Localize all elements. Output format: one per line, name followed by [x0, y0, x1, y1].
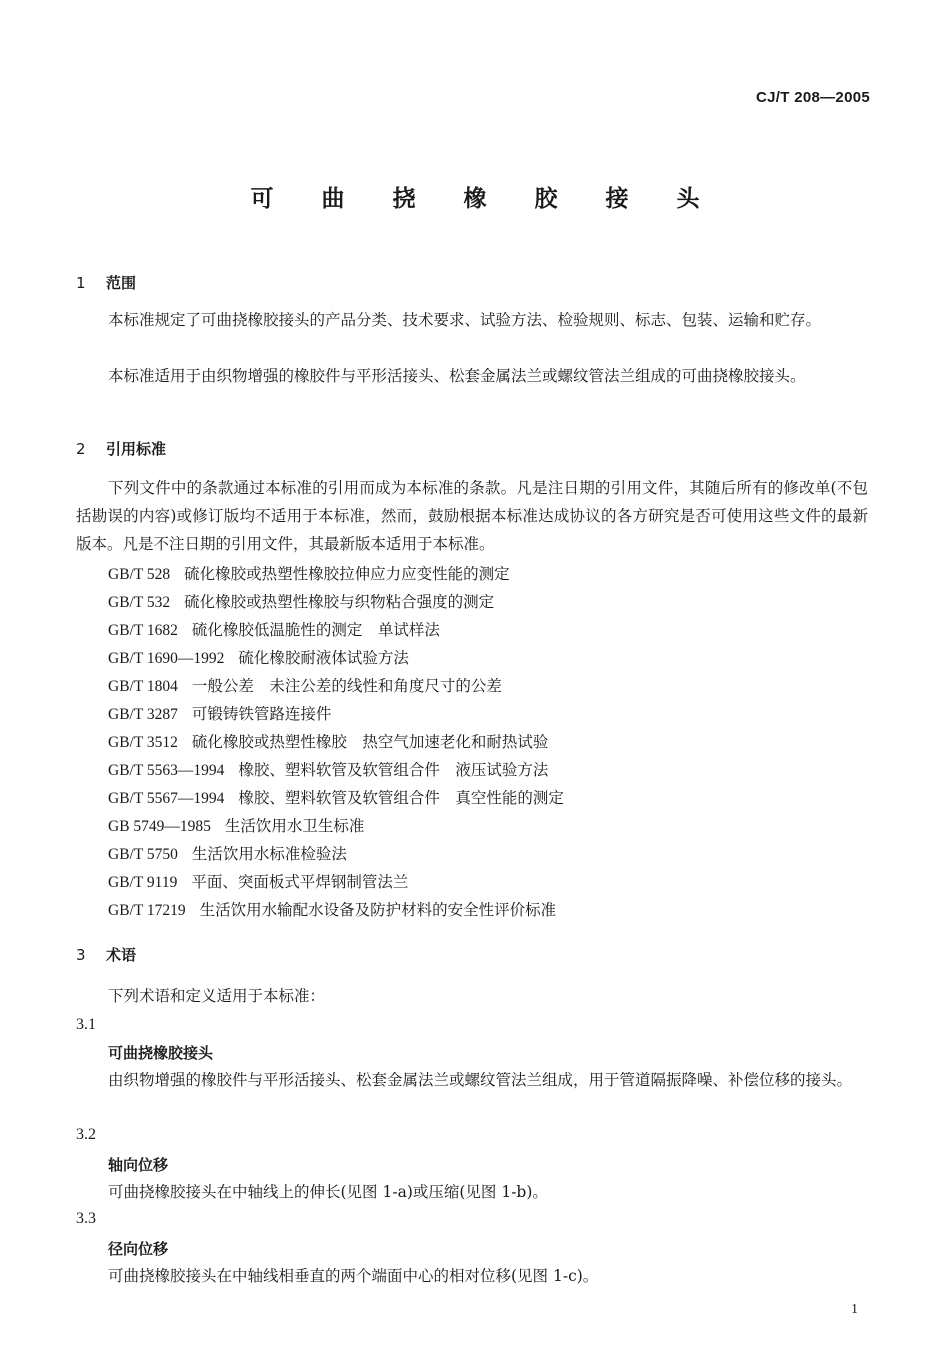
reference-title: 平面、突面板式平焊钢制管法兰 — [191, 873, 409, 891]
document-title: 可 曲 挠 橡 胶 接 头 — [250, 186, 720, 212]
reference-code: GB/T 3287 — [108, 706, 178, 723]
term-number: 3.2 — [76, 1126, 96, 1143]
reference-title: 硫化橡胶耐液体试验方法 — [238, 649, 409, 667]
reference-item — [108, 870, 408, 892]
reference-code: GB/T 3512 — [108, 734, 178, 751]
term-number: 3.1 — [76, 1016, 96, 1033]
section-number: 3 — [76, 946, 86, 964]
term-definition: 由织物增强的橡胶件与平形活接头、松套金属法兰或螺纹管法兰组成，用于管道隔振降噪、补偿位移的接头。 — [108, 1071, 853, 1089]
reference-title: 硫化橡胶或热塑性橡胶与织物粘合强度的测定 — [184, 593, 495, 611]
term-definition: 可曲挠橡胶接头在中轴线相垂直的两个端面中心的相对位移(见图 1-c)。 — [108, 1267, 599, 1285]
reference-title: 生活饮用水标准检验法 — [191, 845, 347, 863]
reference-title: 可锻铸铁管路连接件 — [191, 705, 332, 723]
reference-code: GB/T 528 — [108, 566, 171, 583]
term-name: 轴向位移 — [108, 1156, 169, 1174]
section-number: 2 — [76, 440, 86, 458]
reference-code: GB/T 1682 — [108, 622, 178, 639]
reference-title: 硫化橡胶低温脆性的测定 单试样法 — [191, 621, 440, 639]
reference-code: GB/T 532 — [108, 594, 171, 611]
page-number: 1 — [851, 1302, 858, 1317]
reference-code: GB/T 1804 — [108, 678, 178, 695]
reference-item — [108, 646, 409, 668]
section-number: 1 — [76, 274, 86, 292]
reference-code: GB 5749—1985 — [108, 818, 211, 835]
reference-item — [108, 730, 548, 752]
reference-code: GB/T 5563—1994 — [108, 762, 225, 779]
reference-title: 橡胶、塑料软管及软管组合件 液压试验方法 — [238, 761, 549, 779]
section-1-heading — [76, 272, 136, 293]
reference-item — [108, 590, 494, 612]
standard-number: CJ/T 208—2005 — [756, 89, 870, 106]
reference-item — [108, 618, 440, 640]
reference-title: 硫化橡胶或热塑性橡胶 热空气加速老化和耐热试验 — [191, 733, 549, 751]
section-title: 引用标准 — [106, 440, 167, 458]
reference-title: 一般公差 未注公差的线性和角度尺寸的公差 — [191, 677, 502, 695]
term-definition: 可曲挠橡胶接头在中轴线上的伸长(见图 1-a)或压缩(见图 1-b)。 — [108, 1183, 548, 1201]
reference-item — [108, 758, 548, 780]
section-3-intro: 下列术语和定义适用于本标准： — [108, 987, 326, 1005]
term-number: 3.3 — [76, 1210, 96, 1227]
reference-title: 生活饮用水输配水设备及防护材料的安全性评价标准 — [199, 901, 557, 919]
reference-title: 生活饮用水卫生标准 — [224, 817, 365, 835]
reference-code: GB/T 17219 — [108, 902, 186, 919]
section-1-paragraph-1: 本标准规定了可曲挠橡胶接头的产品分类、技术要求、试验方法、检验规则、标志、包装、运输和贮存。 — [108, 311, 822, 329]
reference-code: GB/T 9119 — [108, 874, 178, 891]
section-2-intro: 下列文件中的条款通过本标准的引用而成为本标准的条款。凡是注日期的引用文件，其随后所有的修改单(不包括勘误的内容)或修订版均不适用于本标准，然而，鼓励根据本标准达成协议的各方研究是否可使用这些文件的最新版本。凡是不注日期的引用文件，其最新版本适用于本标准。 — [76, 479, 868, 553]
reference-item — [108, 786, 564, 808]
reference-title: 硫化橡胶或热塑性橡胶拉伸应力应变性能的测定 — [184, 565, 510, 583]
section-1-paragraph-2: 本标准适用于由织物增强的橡胶件与平形活接头、松套金属法兰或螺纹管法兰组成的可曲挠橡胶接头。 — [108, 367, 806, 385]
reference-item — [108, 562, 510, 584]
reference-item — [108, 898, 556, 920]
reference-item — [108, 842, 347, 864]
reference-item — [108, 702, 331, 724]
reference-code: GB/T 5750 — [108, 846, 178, 863]
reference-item — [108, 814, 364, 836]
reference-item — [108, 674, 502, 696]
reference-title: 橡胶、塑料软管及软管组合件 真空性能的测定 — [238, 789, 564, 807]
reference-code: GB/T 1690—1992 — [108, 650, 225, 667]
term-name: 可曲挠橡胶接头 — [108, 1044, 214, 1062]
section-title: 范围 — [106, 274, 137, 292]
term-name: 径向位移 — [108, 1240, 169, 1258]
reference-code: GB/T 5567—1994 — [108, 790, 225, 807]
section-title: 术语 — [106, 946, 137, 964]
section-3-heading — [76, 944, 136, 965]
section-2-heading — [76, 438, 166, 459]
